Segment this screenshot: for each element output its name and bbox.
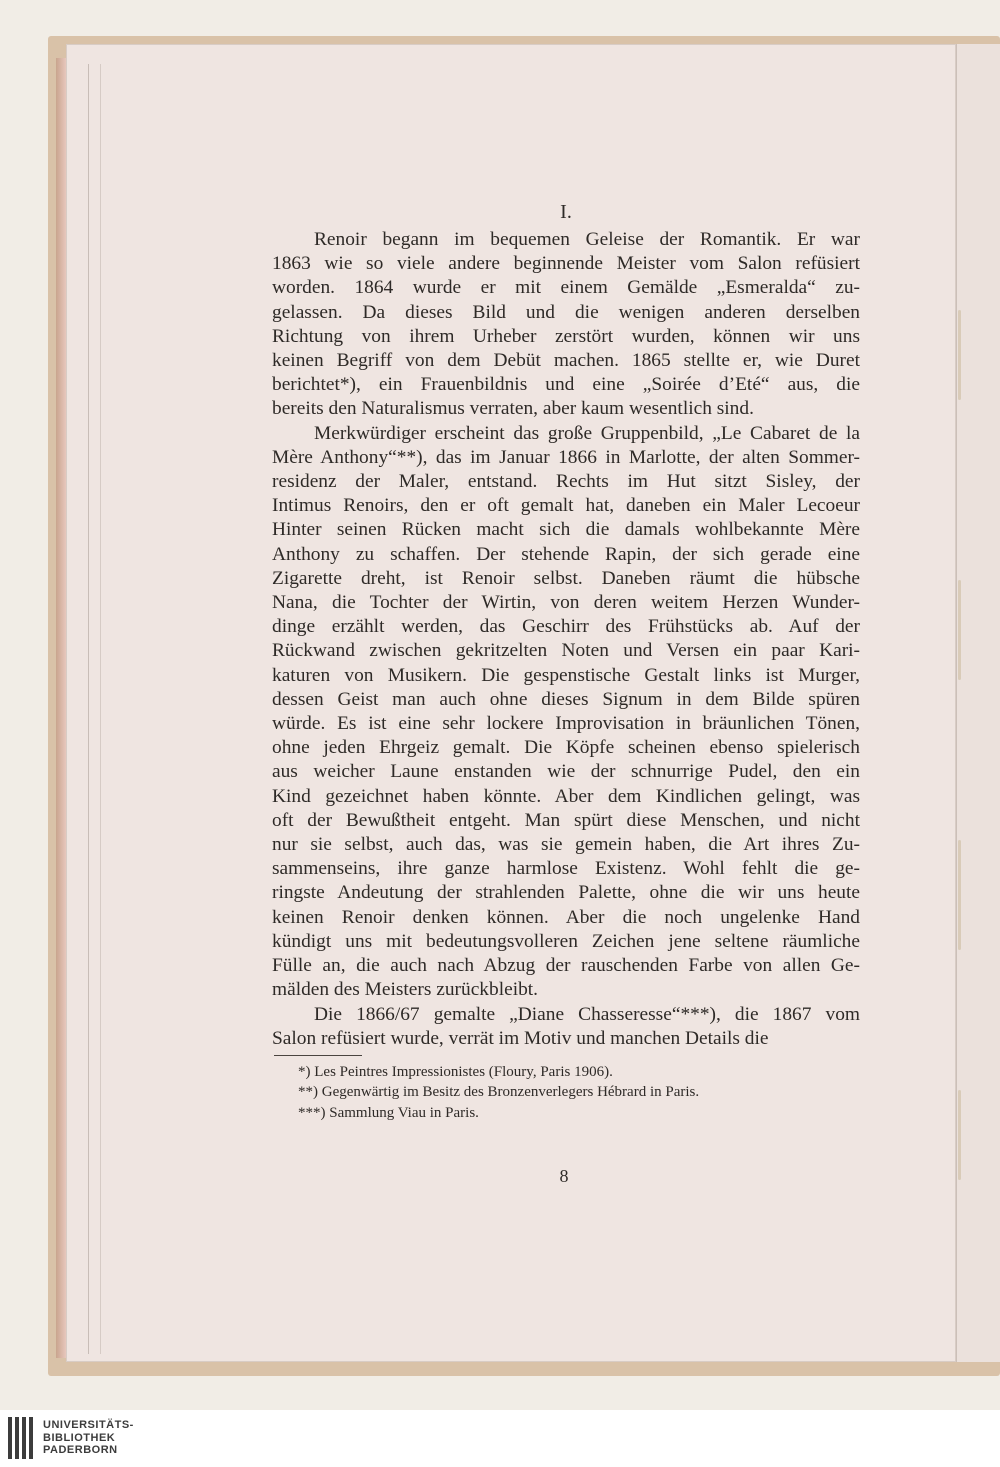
text-line: aus weicher Laune enstanden wie der schnurrige Pudel, den ein (272, 761, 860, 783)
text-line: Merkwürdiger erscheint das große Gruppenbild, „Le Cabaret de la (314, 422, 860, 444)
text-line: Hinter seinen Rücken macht sich die damals wohlbekannte Mère (272, 519, 860, 541)
chapter-heading: I. (560, 201, 572, 223)
page-text (272, 200, 860, 1123)
binding-thread (958, 580, 961, 680)
text-line: Fülle an, die auch nach Abzug der rauschenden Farbe von allen Ge- (272, 955, 860, 977)
text-line: nur sie selbst, auch das, was sie gemein haben, die Art ihres Zu- (272, 834, 860, 856)
library-logo (0, 1414, 134, 1462)
cover-edge (56, 58, 66, 1358)
footnote: ***) Sammlung Viau in Paris. (298, 1104, 479, 1121)
text-line: worden. 1864 wurde er mit einem Gemälde „Esmeralda“ zu- (272, 277, 860, 299)
text-line: bereits den Naturalismus verraten, aber kaum wesentlich sind. (272, 398, 754, 420)
footnote-rule (274, 1055, 362, 1056)
text-line: oft der Bewußtheit entgeht. Man spürt diese Menschen, und nicht (272, 809, 860, 831)
text-line: Intimus Renoirs, den er oft gemalt hat, daneben ein Maler Lecoeur (272, 495, 860, 517)
text-line: Kind gezeichnet haben könnte. Aber dem Kindlichen gelingt, was (272, 785, 860, 807)
text-line: Anthony zu schaffen. Der stehende Rapin, der sich gerade eine (272, 543, 860, 565)
binding-thread (958, 840, 961, 950)
page-edge-line (88, 64, 89, 1354)
paragraph (272, 1003, 860, 1051)
text-line: katuren von Musikern. Die gespenstische Gestalt links ist Murger, (272, 664, 860, 686)
text-line: Zigarette dreht, ist Renoir selbst. Daneben räumt die hübsche (272, 567, 860, 589)
text-line: mälden des Meisters zurückbleibt. (272, 979, 539, 1001)
text-line: Renoir begann im bequemen Geleise der Romantik. Er war (314, 229, 860, 250)
text-line: keinen Begriff von dem Debüt machen. 1865 stellte er, wie Duret (272, 350, 860, 372)
binding-thread (958, 310, 961, 400)
text-line: Richtung von ihrem Urheber zerstört wurden, können wir uns (272, 325, 860, 347)
paragraph (272, 422, 860, 1003)
text-line: Mère Anthony“**), das im Januar 1866 in Marlotte, der alten Sommer- (272, 446, 860, 468)
text-line: Salon refüsiert wurde, verrät im Motiv und manchen Details die (272, 1027, 769, 1049)
text-line: dinge erzählt werden, das Geschirr des Frühstücks ab. Auf der (272, 616, 860, 638)
text-line: Rückwand zwischen gekritzelten Noten und Versen ein paar Kari- (272, 640, 860, 662)
text-line: sammenseins, ihre ganze harmlose Existenz. Wohl fehlt die ge- (272, 858, 860, 880)
text-line: berichtet*), ein Frauenbildnis und eine „Soirée d’Eté“ aus, die (272, 374, 860, 396)
footnote: *) Les Peintres Impressionistes (Floury, Paris 1906). (298, 1063, 613, 1080)
footnote: **) Gegenwärtig im Besitz des Bronzenverlegers Hébrard in Paris. (298, 1084, 700, 1101)
text-line: ohne jeden Ehrgeiz gemalt. Die Köpfe scheinen ebenso spielerisch (272, 737, 860, 759)
text-line: 1863 wie so viele andere beginnende Meister vom Salon refüsiert (272, 253, 860, 275)
library-logo-text: UNIVERSITÄTS- BIBLIOTHEK PADERBORN (43, 1419, 134, 1457)
text-line: residenz der Maler, entstand. Rechts im Hut sitzt Sisley, der (272, 471, 860, 493)
text-line: gelassen. Da dieses Bild und die wenigen anderen derselben (272, 301, 860, 323)
paragraph (272, 228, 860, 422)
text-line: dessen Geist man auch ohne dieses Signum in dem Bilde spüren (272, 688, 860, 710)
text-line: würde. Es ist eine sehr lockere Improvisation in bräunlichen Tönen, (272, 713, 860, 735)
footnotes (272, 1062, 860, 1124)
body-text (272, 228, 860, 1051)
text-line: Nana, die Tochter der Wirtin, von deren weitem Herzen Wunder- (272, 592, 860, 614)
page-edge-line (100, 64, 101, 1354)
page-number: 8 (559, 1166, 569, 1186)
right-page-edge (956, 44, 1000, 1362)
text-line: ringste Andeutung der strahlenden Palette, ohne die wir uns heute (272, 882, 860, 904)
text-line: keinen Renoir denken können. Aber die noch ungelenke Hand (272, 906, 860, 928)
library-logo-mark (8, 1417, 33, 1459)
text-line: kündigt uns mit bedeutungsvolleren Zeichen jene seltene räumliche (272, 930, 860, 952)
text-line: Die 1866/67 gemalte „Diane Chasseresse“***), die 1867 vom (314, 1003, 860, 1025)
